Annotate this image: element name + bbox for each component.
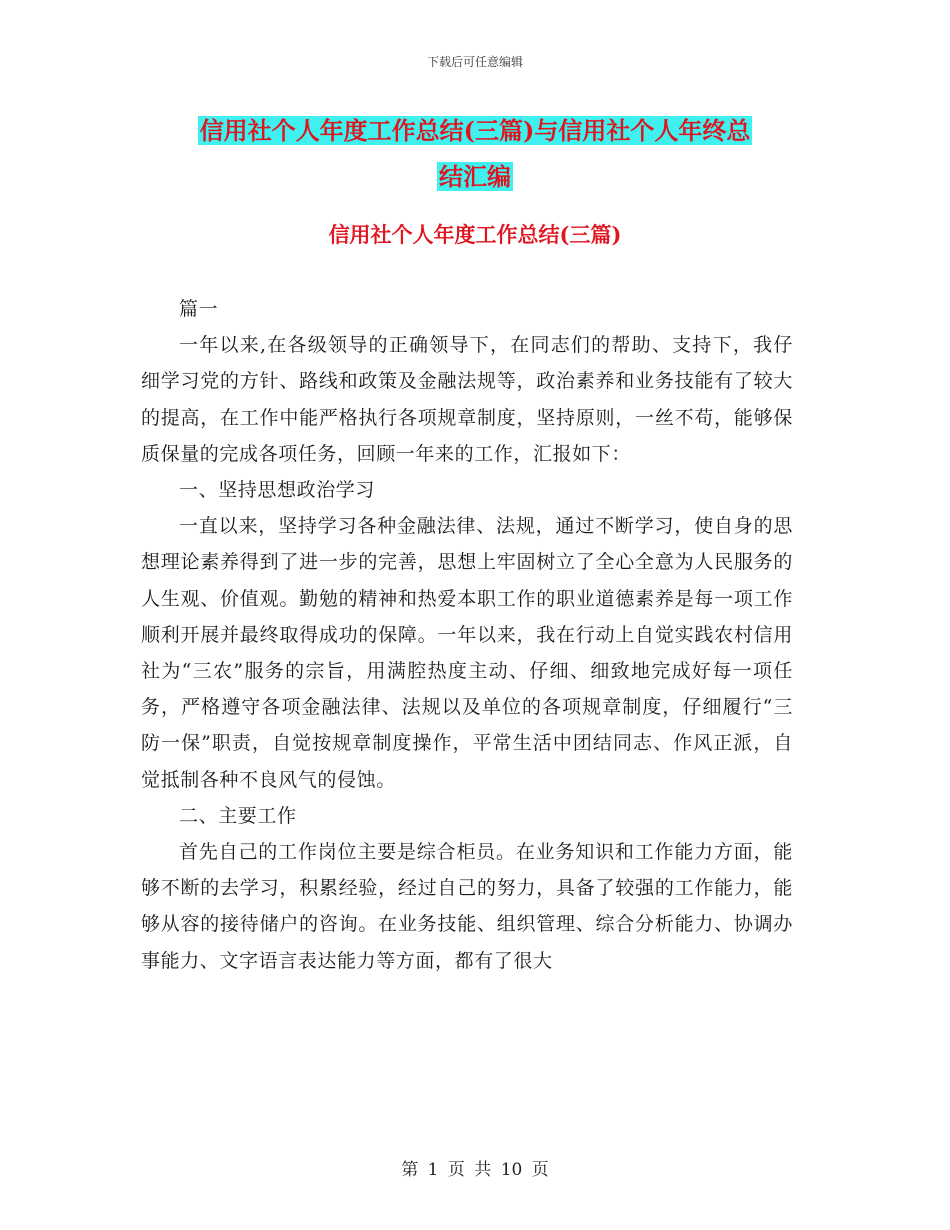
paragraph-study: 一直以来，坚持学习各种金融法律、法规，通过不断学习，使自身的思想理论素养得到了进一步的完善，思想上牢固树立了全心全意为人民服务的人生观、价值观。勤勉的精神和热爱本职工作的职业道德素养是每一项工作顺利开展并最终取得成功的保障。一年以来，我在行动上自觉实践农村信用社为“三农”服务的宗旨，用满腔热度主动、仔细、细致地完成好每一项任务，严格遵守各项金融法律、法规以及单位的各项规章制度，仔细履行“三防一保”职责，自觉按规章制度操作，平常生活中团结同志、作风正派，自觉抵制各种不良风气的侵蚀。 <box>141 515 793 791</box>
paragraph-work: 首先自己的工作岗位主要是综合柜员。在业务知识和工作能力方面，能够不断的去学习，积累经验，经过自己的努力，具备了较强的工作能力，能够从容的接待储户的咨询。在业务技能、组织管理、综合分析能力、协调办事能力、文字语言表达能力等方面，都有了很大 <box>141 841 793 972</box>
section-title: 信用社个人年度工作总结(三篇) <box>328 222 622 247</box>
paragraph-heading-study: 一、坚持思想政治学习 <box>179 479 376 502</box>
document-title-line-2: 结汇编 <box>439 162 511 191</box>
header-note: 下载后可任意编辑 <box>426 55 523 69</box>
paragraph-heading-work: 二、主要工作 <box>179 804 297 827</box>
document-title-line-1: 信用社个人年度工作总结(三篇)与信用社个人年终总 <box>199 116 751 145</box>
page-number: 第 1 页 共 10 页 <box>401 1160 549 1180</box>
paragraph-heading-part1: 篇一 <box>179 298 219 320</box>
paragraph-intro: 一年以来,在各级领导的正确领导下，在同志们的帮助、支持下，我仔细学习党的方针、路线和政策及金融法规等，政治素养和业务技能有了较大的提高，在工作中能严格执行各项规章制度，坚持原则，一丝不苟，能够保质保量的完成各项任务，回顾一年来的工作，汇报如下： <box>141 334 793 465</box>
document-title <box>150 108 800 200</box>
document-body <box>141 291 793 979</box>
